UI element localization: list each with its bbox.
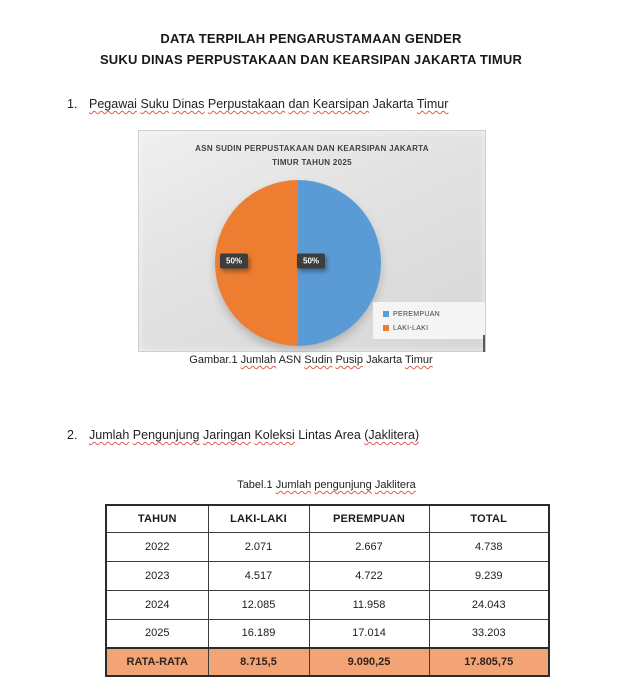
table-cell: 4.722 xyxy=(309,561,429,590)
chart-title-line2: TIMUR TAHUN 2025 xyxy=(272,158,352,167)
text-segment: Jakarta xyxy=(366,354,403,366)
footer-cell-total: 17.805,75 xyxy=(429,648,549,676)
table-header-row xyxy=(106,505,549,532)
text-segment: (Jaklitera) xyxy=(364,428,420,442)
chart-legend xyxy=(373,302,485,339)
text-segment: Timur xyxy=(416,97,449,111)
section-1-text xyxy=(89,97,448,111)
section-1-heading xyxy=(67,97,448,111)
table-cell: 2.667 xyxy=(309,532,429,561)
legend-swatch-blue-icon xyxy=(383,311,389,317)
section-2-number: 2. xyxy=(67,428,78,442)
text-segment: Dinas xyxy=(172,97,205,111)
table-cell: 2023 xyxy=(106,561,208,590)
footer-cell-laki: 8.715,5 xyxy=(208,648,309,676)
text-segment: Kearsipan xyxy=(312,97,370,111)
text-segment: pengunjung xyxy=(314,479,372,491)
text-segment: Gambar.1 xyxy=(189,354,238,366)
text-segment: Jakarta xyxy=(372,97,414,111)
text-segment: Jaklitera xyxy=(374,479,416,491)
text-segment: Jumlah xyxy=(89,428,130,442)
text-segment: Koleksi xyxy=(254,428,295,442)
legend-label-perempuan: PEREMPUAN xyxy=(393,310,441,318)
table-row xyxy=(106,532,549,561)
table-row xyxy=(106,619,549,648)
text-segment: Lintas xyxy=(298,428,332,442)
table-cell: 2025 xyxy=(106,619,208,648)
legend-label-laki: LAKI-LAKI xyxy=(393,324,429,332)
text-segment: ASN xyxy=(278,354,302,366)
table-row xyxy=(106,561,549,590)
table-cell: 4.517 xyxy=(208,561,309,590)
footer-cell-label: RATA-RATA xyxy=(106,648,208,676)
legend-swatch-orange-icon xyxy=(383,325,389,331)
section-1-number: 1. xyxy=(67,97,78,111)
pie-data-label-laki: 50% xyxy=(220,254,248,269)
text-segment: Jumlah xyxy=(275,479,312,491)
section-2-text xyxy=(89,428,419,442)
pie-data-label-perempuan: 50% xyxy=(297,254,325,269)
table-footer-row xyxy=(106,648,549,676)
table-row xyxy=(106,590,549,619)
legend-entry-laki xyxy=(383,321,485,335)
table-cell: 2022 xyxy=(106,532,208,561)
section-2-heading xyxy=(67,428,419,442)
text-segment: Jumlah xyxy=(240,354,277,366)
column-header-laki: LAKI-LAKI xyxy=(208,505,309,532)
table-caption xyxy=(105,479,548,491)
table-cell: 2.071 xyxy=(208,532,309,561)
table-cell: 17.014 xyxy=(309,619,429,648)
column-header-perempuan: PEREMPUAN xyxy=(309,505,429,532)
table-cell: 24.043 xyxy=(429,590,549,619)
text-segment: Perpustakaan xyxy=(207,97,286,111)
table-cell: 9.239 xyxy=(429,561,549,590)
table-cell: 11.958 xyxy=(309,590,429,619)
text-segment: Jaringan xyxy=(203,428,251,442)
table-cell: 4.738 xyxy=(429,532,549,561)
text-segment: Suku xyxy=(140,97,169,111)
visitors-table xyxy=(105,504,550,677)
text-segment: Pengunjung xyxy=(132,428,200,442)
footer-cell-perempuan: 9.090,25 xyxy=(309,648,429,676)
table-cell: 2024 xyxy=(106,590,208,619)
pie-chart-figure xyxy=(138,130,486,352)
table-cell: 33.203 xyxy=(429,619,549,648)
text-segment: Pegawai xyxy=(89,97,137,111)
table-body xyxy=(106,532,549,648)
text-segment: Area xyxy=(334,428,361,442)
table-cell: 12.085 xyxy=(208,590,309,619)
text-segment: Tabel.1 xyxy=(237,479,273,491)
figure-caption xyxy=(0,354,622,366)
table-cell: 16.189 xyxy=(208,619,309,648)
column-header-total: TOTAL xyxy=(429,505,549,532)
column-header-tahun: TAHUN xyxy=(106,505,208,532)
page-title-line2: SUKU DINAS PERPUSTAKAAN DAN KEARSIPAN JAKARTA TIMUR xyxy=(99,52,523,67)
text-segment: Pusip xyxy=(335,354,363,366)
chart-title-line1: ASN SUDIN PERPUSTAKAAN DAN KEARSIPAN JAKARTA xyxy=(195,144,429,153)
text-segment: Timur xyxy=(405,354,433,366)
text-segment: dan xyxy=(288,97,310,111)
page-title-line1: DATA TERPILAH PENGARUSTAMAAN GENDER xyxy=(160,31,462,46)
cursor-artifact xyxy=(483,335,485,352)
legend-entry-perempuan xyxy=(383,307,485,321)
text-segment: Sudin xyxy=(304,354,333,366)
